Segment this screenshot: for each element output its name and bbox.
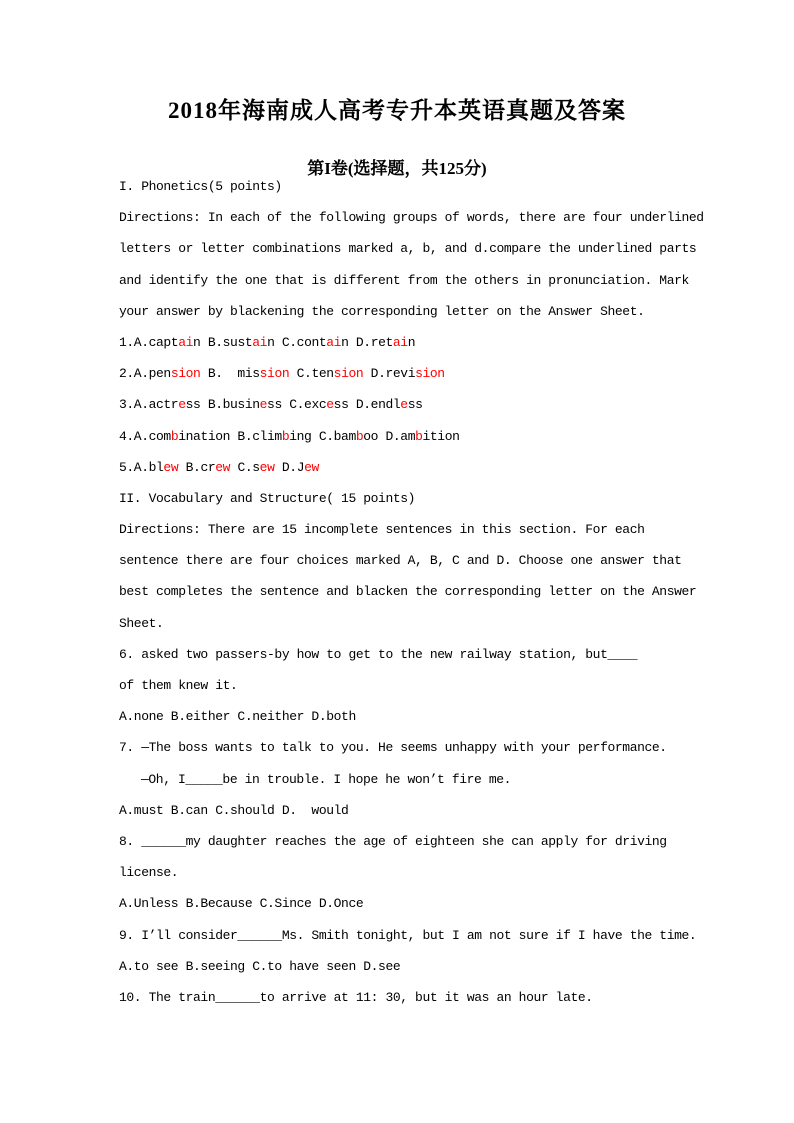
directions-line xyxy=(119,233,759,264)
text-segment: D.J xyxy=(274,459,305,475)
directions-line xyxy=(119,576,759,607)
text-segment: n xyxy=(407,334,416,350)
text-segment: B.cr xyxy=(178,459,216,475)
text-segment: A.must B.can C.should D. would xyxy=(119,802,349,818)
directions-line xyxy=(119,545,759,576)
text-segment: I. Phonetics(5 points) xyxy=(119,179,282,194)
question-8 xyxy=(119,826,759,857)
highlighted-letters: sion xyxy=(415,366,445,382)
text-segment: your answer by blackening the corresponding letter on the Answer Sheet. xyxy=(119,303,645,319)
text-segment: 5.A.bl xyxy=(119,459,164,475)
section-header: 第I卷(选择题，共125分) xyxy=(307,159,487,178)
text-segment: n B.sust xyxy=(193,334,253,350)
document-title: 2018年海南成人高考专升本英语真题及答案 xyxy=(168,98,626,123)
text-segment: and identify the one that is different from the others in pronunciation. Mark xyxy=(119,272,689,288)
text-segment: best completes the sentence and blacken the corresponding letter on the Answer xyxy=(119,584,697,600)
highlighted-letters: e xyxy=(259,397,268,413)
text-segment: Sheet. xyxy=(119,615,164,631)
text-segment: sentence there are four choices marked A, B, C and D. Choose one answer that xyxy=(119,553,682,569)
text-segment: 6. asked two passers-by how to get to the new railway station, but____ xyxy=(119,646,638,662)
highlighted-letters: b xyxy=(170,428,179,444)
highlighted-letters: ai xyxy=(252,334,268,350)
highlighted-letters: sion xyxy=(259,366,290,382)
question-9-options xyxy=(119,951,759,982)
text-segment: A.none B.either C.neither D.both xyxy=(119,709,356,725)
highlighted-letters: b xyxy=(355,428,364,444)
highlighted-letters: sion xyxy=(333,366,364,382)
document-body xyxy=(119,171,759,1013)
directions-line xyxy=(119,296,759,327)
highlighted-letters: ai xyxy=(392,334,408,350)
text-segment: 9. I’ll consider______Ms. Smith tonight, but I am not sure if I have the time. xyxy=(119,927,697,943)
text-segment: D.revi xyxy=(363,366,416,382)
question-6-options xyxy=(119,701,759,732)
text-segment: n D.ret xyxy=(341,334,393,350)
highlighted-letters: e xyxy=(178,397,186,413)
text-segment: ition xyxy=(422,428,460,444)
text-segment: A.to see B.seeing C.to have seen D.see xyxy=(119,958,401,974)
question-6-continued xyxy=(119,670,759,701)
text-segment: 7. —The boss wants to talk to you. He seems unhappy with your performance. xyxy=(119,740,667,756)
highlighted-letters: e xyxy=(326,397,334,413)
text-segment: ss B.busin xyxy=(185,397,260,413)
text-segment: of them knew it. xyxy=(119,678,238,693)
highlighted-letters: ew xyxy=(259,459,275,475)
text-segment: license. xyxy=(119,865,179,881)
question-7-continued xyxy=(119,764,759,795)
text-segment: 8. ______my daughter reaches the age of eighteen she can apply for driving xyxy=(119,833,667,849)
section-heading-phonetics xyxy=(119,171,759,202)
text-segment: Directions: In each of the following groups of words, there are four underlined xyxy=(119,210,704,226)
text-segment: ination B.clim xyxy=(178,428,282,444)
directions-line xyxy=(119,514,759,545)
highlighted-letters: b xyxy=(281,428,290,444)
highlighted-letters: ew xyxy=(304,459,319,475)
highlighted-letters: ew xyxy=(163,459,179,475)
question-2 xyxy=(119,358,759,389)
question-8-continued xyxy=(119,857,759,888)
directions-line xyxy=(119,608,759,639)
text-segment: ss C.exc xyxy=(267,397,327,413)
question-9 xyxy=(119,920,759,951)
text-segment: B. mis xyxy=(200,366,260,382)
text-segment: C.ten xyxy=(289,366,334,382)
question-5 xyxy=(119,452,759,483)
text-segment: ing C.bam xyxy=(289,428,356,444)
question-6 xyxy=(119,639,759,670)
text-segment: ss xyxy=(407,397,423,413)
directions-line xyxy=(119,202,759,233)
text-segment: ss D.endl xyxy=(333,397,401,413)
highlighted-letters: sion xyxy=(170,366,201,382)
text-segment: II. Vocabulary and Structure( 15 points) xyxy=(119,490,416,506)
text-segment: letters or letter combinations marked a, b, and d.compare the underlined parts xyxy=(119,241,697,257)
text-segment: —Oh, I_____be in trouble. I hope he won’t fire me. xyxy=(141,771,512,787)
highlighted-letters: e xyxy=(400,397,408,413)
text-segment: 1.A.capt xyxy=(119,334,179,350)
highlighted-letters: ai xyxy=(178,334,194,350)
section-heading-vocabulary xyxy=(119,483,759,514)
highlighted-letters: ai xyxy=(326,334,342,350)
directions-line xyxy=(119,265,759,296)
question-4 xyxy=(119,421,759,452)
text-segment: C.s xyxy=(230,459,260,475)
text-segment: 2.A.pen xyxy=(119,366,171,382)
question-8-options xyxy=(119,888,759,919)
text-segment: 3.A.actr xyxy=(119,397,179,413)
question-7 xyxy=(119,732,759,763)
question-7-options xyxy=(119,795,759,826)
text-segment: n C.cont xyxy=(267,334,327,350)
question-10 xyxy=(119,982,759,1013)
text-segment: 10. The train______to arrive at 11: 30, but it was an hour late. xyxy=(119,989,593,1005)
question-3 xyxy=(119,389,759,420)
highlighted-letters: ew xyxy=(215,459,231,475)
question-1 xyxy=(119,327,759,358)
text-segment: A.Unless B.Because C.Since D.Once xyxy=(119,896,364,912)
highlighted-letters: b xyxy=(415,428,423,444)
text-segment: oo D.am xyxy=(363,428,416,444)
text-segment: Directions: There are 15 incomplete sentences in this section. For each xyxy=(119,522,645,538)
text-segment: 4.A.com xyxy=(119,428,171,444)
